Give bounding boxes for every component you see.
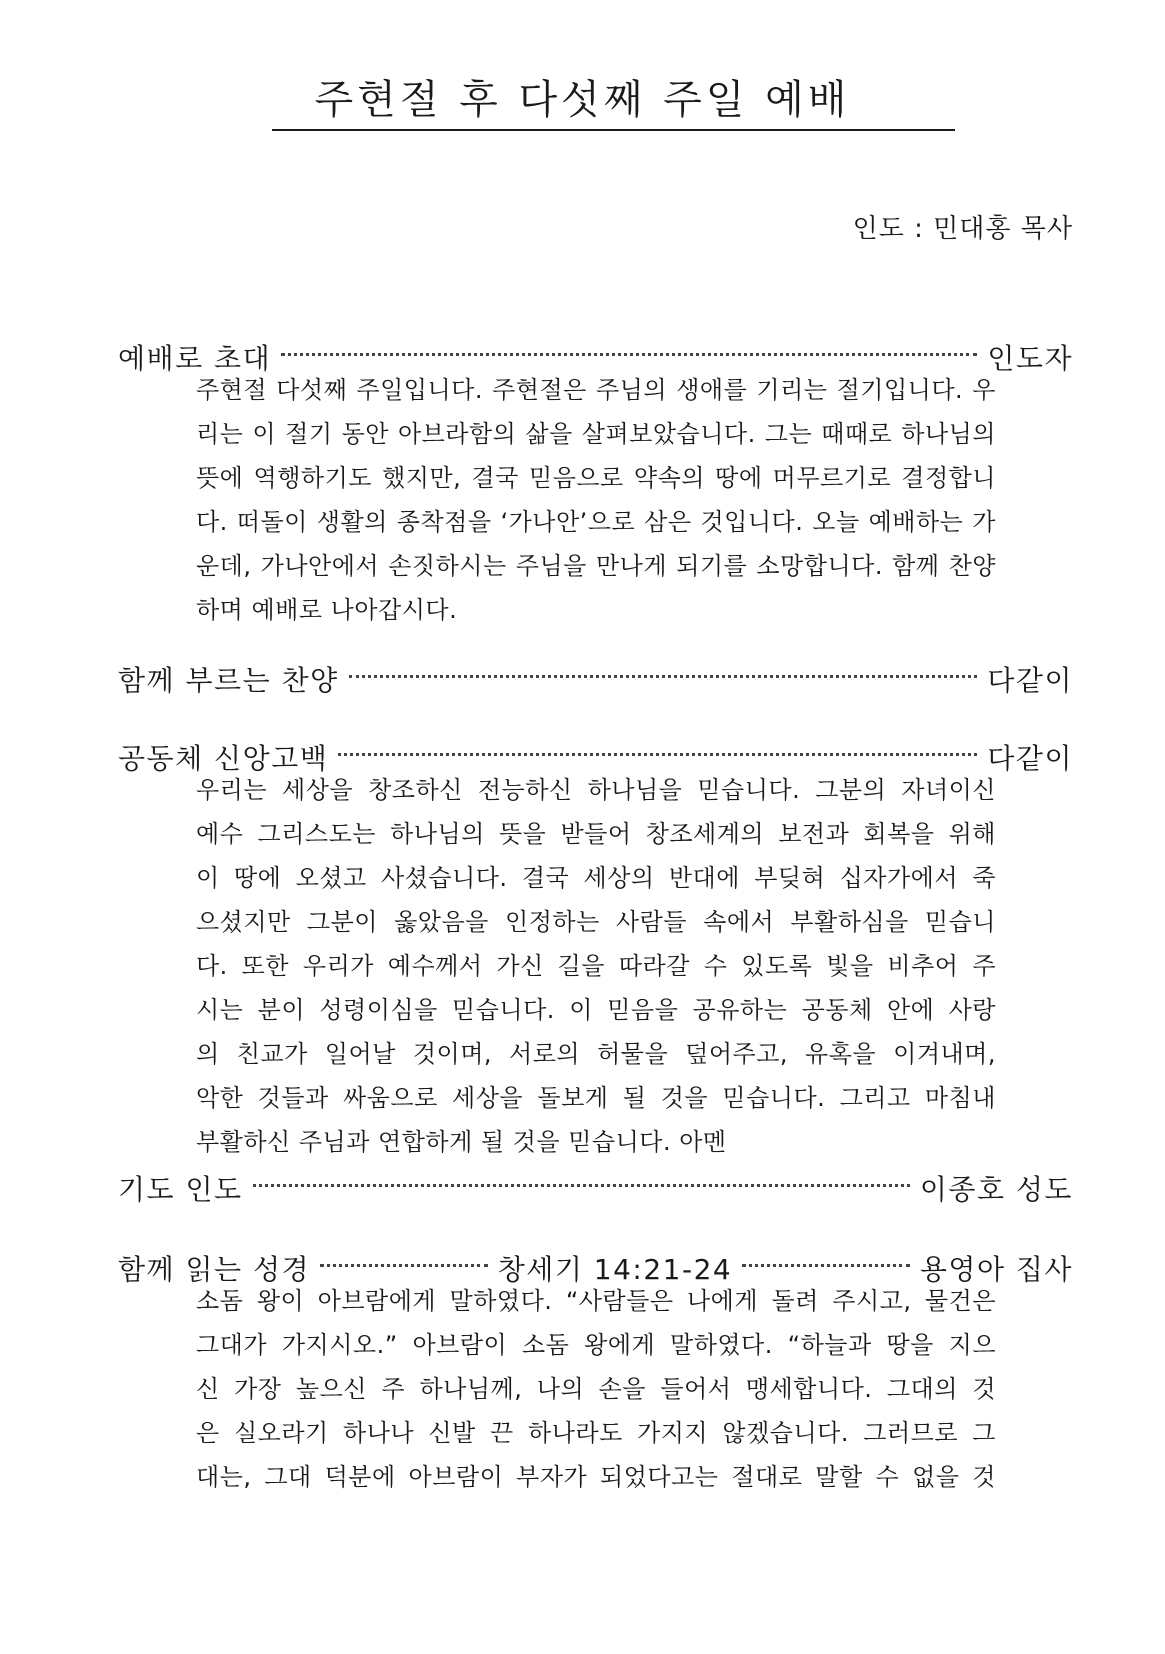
- section-role: 이종호 성도: [919, 1173, 1073, 1206]
- body-line: 으셨지만 그분이 옳았음을 인정하는 사람들 속에서 부활하심을 믿습니: [196, 908, 996, 936]
- section-body: [118, 368, 996, 632]
- section-title: 공동체 신앙고백: [118, 742, 329, 775]
- section-creed: [118, 724, 1073, 1164]
- body-line: 이 땅에 오셨고 사셨습니다. 결국 세상의 반대에 부딪혀 십자가에서 죽: [196, 864, 996, 892]
- section-title: 예배로 초대: [118, 342, 272, 375]
- body-line: 소돔 왕이 아브람에게 말하였다. “사람들은 나에게 돌려 주시고, 물건은: [196, 1287, 996, 1315]
- body-line: 대는, 그대 덕분에 아브람이 부자가 되었다고는 절대로 말할 수 없을 것: [196, 1463, 996, 1491]
- section-role: 용영아 집사: [919, 1253, 1073, 1286]
- body-line: 시는 분이 성령이심을 믿습니다. 이 믿음을 공유하는 공동체 안에 사랑: [196, 996, 996, 1024]
- body-line: 하며 예배로 나아갑시다.: [196, 596, 458, 624]
- dot-leader: [338, 724, 977, 768]
- section-title: 기도 인도: [118, 1173, 243, 1206]
- body-line: 뜻에 역행하기도 했지만, 결국 믿음으로 약속의 땅에 머무르기로 결정합니: [196, 464, 996, 492]
- section-heading: [118, 646, 1073, 697]
- body-line: 다. 또한 우리가 예수께서 가신 길을 따라갈 수 있도록 빛을 비추어 주: [196, 952, 996, 980]
- document-title: 주현절 후 다섯째 주일 예배: [314, 77, 851, 123]
- body-line: 의 친교가 일어날 것이며, 서로의 허물을 덮어주고, 유혹을 이겨내며,: [196, 1040, 996, 1068]
- section-body: [118, 1279, 996, 1499]
- body-line: 우리는 세상을 창조하신 전능하신 하나님을 믿습니다. 그분의 자녀이신: [196, 776, 996, 804]
- section-role: 인도자: [987, 342, 1073, 375]
- section-hymn: [118, 646, 1073, 697]
- section-role: 다같이: [987, 742, 1073, 775]
- section-body: [118, 768, 996, 1164]
- body-line: 주현절 다섯째 주일입니다. 주현절은 주님의 생애를 기리는 절기입니다. 우: [196, 376, 996, 404]
- body-line: 예수 그리스도는 하나님의 뜻을 받들어 창조세계의 보전과 회복을 위해: [196, 820, 996, 848]
- section-heading: [118, 724, 1073, 775]
- section-role: 다같이: [987, 664, 1073, 697]
- dot-leader: [742, 1235, 910, 1279]
- scripture-reference: 창세기 14:21-24: [497, 1253, 733, 1286]
- body-line: 리는 이 절기 동안 아브라함의 삶을 살펴보았습니다. 그는 때때로 하나님의: [196, 420, 996, 448]
- section-title: 함께 읽는 성경: [118, 1253, 311, 1286]
- body-line: 운데, 가나안에서 손짓하시는 주님을 만나게 되기를 소망합니다. 함께 찬양: [196, 552, 996, 580]
- section-title: 함께 부르는 찬양: [118, 664, 339, 697]
- dot-leader: [320, 1235, 488, 1279]
- service-leader: 인도 : 민대홍 목사: [852, 214, 1073, 244]
- body-line: 은 실오라기 하나나 신발 끈 하나라도 가지지 않겠습니다. 그러므로 그: [196, 1419, 996, 1447]
- section-heading: [118, 1155, 1073, 1206]
- section-heading: [118, 324, 1073, 375]
- dot-leader: [253, 1155, 910, 1199]
- section-prayer: [118, 1155, 1073, 1206]
- body-line: 악한 것들과 싸움으로 세상을 돌보게 될 것을 믿습니다. 그리고 마침내: [196, 1084, 996, 1112]
- body-line: 다. 떠돌이 생활의 종착점을 ‘가나안’으로 삼은 것입니다. 오늘 예배하는 가: [196, 508, 996, 536]
- body-line: 신 가장 높으신 주 하나님께, 나의 손을 들어서 맹세합니다. 그대의 것: [196, 1375, 996, 1403]
- dot-leader: [281, 324, 977, 368]
- section-scripture: [118, 1235, 1073, 1499]
- section-invitation: [118, 324, 1073, 632]
- body-line: 부활하신 주님과 연합하게 될 것을 믿습니다. 아멘: [196, 1128, 727, 1156]
- section-heading: [118, 1235, 1073, 1286]
- dot-leader: [349, 646, 978, 690]
- body-line: 그대가 가지시오.” 아브람이 소돔 왕에게 말하였다. “하늘과 땅을 지으: [196, 1331, 996, 1359]
- title-underline: [272, 129, 955, 131]
